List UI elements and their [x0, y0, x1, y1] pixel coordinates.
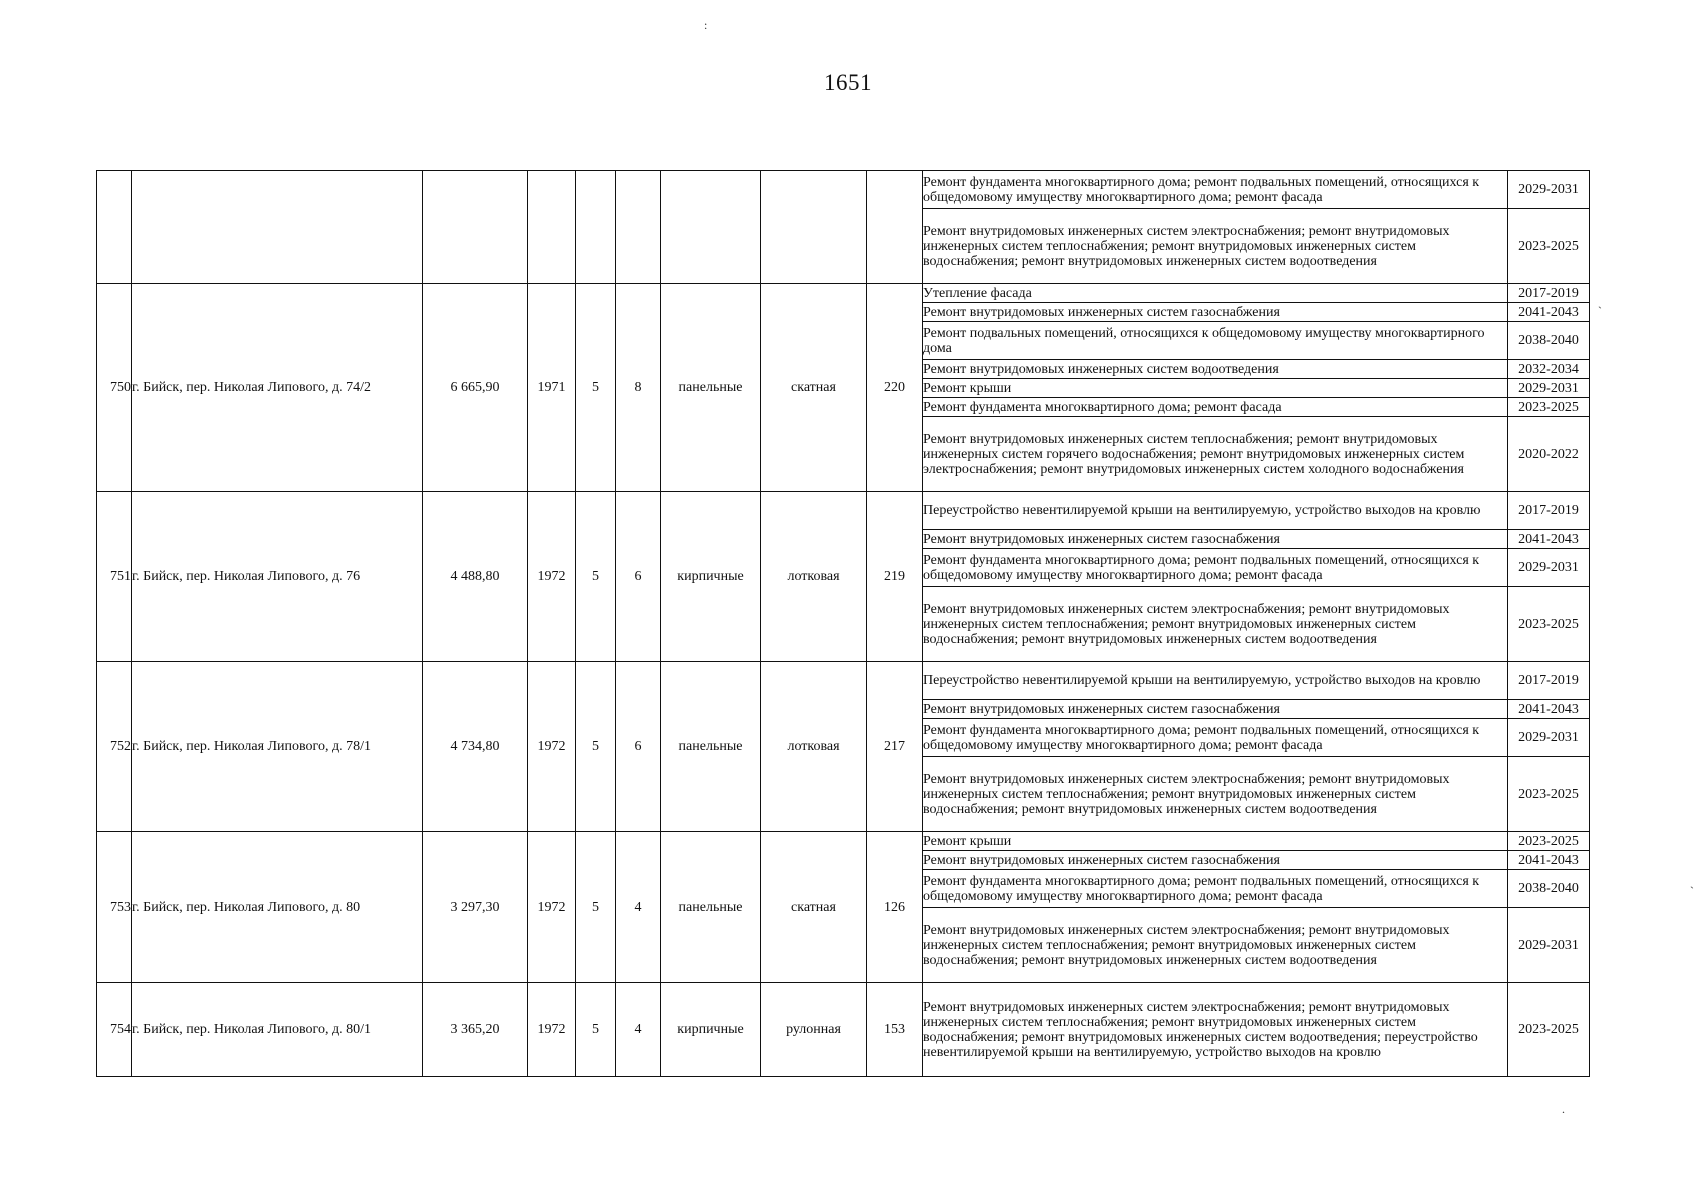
- repair-period-cell: 2029-2031: [1508, 379, 1590, 398]
- wall-material-cell: кирпичные: [661, 983, 761, 1077]
- repair-period-cell: 2041-2043: [1508, 303, 1590, 322]
- repair-work-cell: Ремонт фундамента многоквартирного дома; ремонт подвальных помещений, относящихся к общедомовому имуществу многоквартирного дома; ремонт фасада: [923, 549, 1508, 587]
- repair-work-cell: Ремонт внутридомовых инженерных систем электроснабжения; ремонт внутридомовых инженерных систем теплоснабжения; ремонт внутридомовых инженерных систем водоснабжения; ремонт внутридомовых инженерных систем водоотведения: [923, 757, 1508, 832]
- entrances-cell: 4: [616, 983, 661, 1077]
- repair-work-cell: Ремонт внутридомовых инженерных систем газоснабжения: [923, 303, 1508, 322]
- repair-work-cell: Ремонт внутридомовых инженерных систем теплоснабжения; ремонт внутридомовых инженерных систем горячего водоснабжения; ремонт внутридомовых инженерных систем электроснабжения; ремонт внутридомовых инженерных систем холодного водоснабжения: [923, 417, 1508, 492]
- year-cell: 1972: [528, 832, 576, 983]
- residents-cell: 220: [867, 284, 923, 492]
- table-row: [97, 171, 1590, 209]
- repair-work-cell: Ремонт фундамента многоквартирного дома; ремонт подвальных помещений, относящихся к общедомовому имуществу многоквартирного дома; ремонт фасада: [923, 171, 1508, 209]
- floors-cell: 5: [576, 832, 616, 983]
- floors-cell: 5: [576, 983, 616, 1077]
- roof-type-cell: [761, 171, 867, 284]
- year-cell: 1972: [528, 983, 576, 1077]
- wall-material-cell: панельные: [661, 284, 761, 492]
- repair-period-cell: 2029-2031: [1508, 171, 1590, 209]
- repair-work-cell: Утепление фасада: [923, 284, 1508, 303]
- table-row: [97, 983, 1590, 1077]
- repair-work-cell: Переустройство невентилируемой крыши на вентилируемую, устройство выходов на кровлю: [923, 662, 1508, 700]
- repair-period-cell: 2017-2019: [1508, 492, 1590, 530]
- year-cell: 1972: [528, 492, 576, 662]
- entrances-cell: 4: [616, 832, 661, 983]
- roof-type-cell: рулонная: [761, 983, 867, 1077]
- repair-work-cell: Ремонт внутридомовых инженерных систем электроснабжения; ремонт внутридомовых инженерных систем теплоснабжения; ремонт внутридомовых инженерных систем водоснабжения; ремонт внутридомовых инженерных систем водоотведения: [923, 908, 1508, 983]
- repair-period-cell: 2041-2043: [1508, 700, 1590, 719]
- repair-period-cell: 2038-2040: [1508, 870, 1590, 908]
- area-cell: 3 297,30: [423, 832, 528, 983]
- floors-cell: 5: [576, 492, 616, 662]
- wall-material-cell: [661, 171, 761, 284]
- address-cell: [132, 171, 423, 284]
- row-number: 750: [97, 284, 132, 492]
- row-number: 753: [97, 832, 132, 983]
- repair-period-cell: 2023-2025: [1508, 587, 1590, 662]
- area-cell: 6 665,90: [423, 284, 528, 492]
- repair-period-cell: 2023-2025: [1508, 832, 1590, 851]
- repair-period-cell: 2041-2043: [1508, 530, 1590, 549]
- address-cell: г. Бийск, пер. Николая Липового, д. 80/1: [132, 983, 423, 1077]
- entrances-cell: 8: [616, 284, 661, 492]
- area-cell: [423, 171, 528, 284]
- page-number: 1651: [824, 70, 872, 95]
- roof-type-cell: лотковая: [761, 492, 867, 662]
- floors-cell: 5: [576, 662, 616, 832]
- address-cell: г. Бийск, пер. Николая Липового, д. 78/1: [132, 662, 423, 832]
- residents-cell: 126: [867, 832, 923, 983]
- wall-material-cell: панельные: [661, 832, 761, 983]
- roof-type-cell: скатная: [761, 284, 867, 492]
- table-row: [97, 832, 1590, 851]
- repair-work-cell: Переустройство невентилируемой крыши на вентилируемую, устройство выходов на кровлю: [923, 492, 1508, 530]
- year-cell: [528, 171, 576, 284]
- table-row: [97, 492, 1590, 530]
- area-cell: 3 365,20: [423, 983, 528, 1077]
- repair-work-cell: Ремонт внутридомовых инженерных систем электроснабжения; ремонт внутридомовых инженерных систем теплоснабжения; ремонт внутридомовых инженерных систем водоснабжения; ремонт внутридомовых инженерных систем водоотведения: [923, 209, 1508, 284]
- row-number: [97, 171, 132, 284]
- wall-material-cell: панельные: [661, 662, 761, 832]
- repair-period-cell: 2038-2040: [1508, 322, 1590, 360]
- area-cell: 4 734,80: [423, 662, 528, 832]
- repair-period-cell: 2029-2031: [1508, 908, 1590, 983]
- address-cell: г. Бийск, пер. Николая Липового, д. 76: [132, 492, 423, 662]
- roof-type-cell: лотковая: [761, 662, 867, 832]
- repair-period-cell: 2017-2019: [1508, 284, 1590, 303]
- wall-material-cell: кирпичные: [661, 492, 761, 662]
- repair-work-cell: Ремонт крыши: [923, 832, 1508, 851]
- table-row: [97, 284, 1590, 303]
- scan-mark: .: [1562, 1102, 1565, 1116]
- repair-period-cell: 2020-2022: [1508, 417, 1590, 492]
- repair-work-cell: Ремонт внутридомовых инженерных систем газоснабжения: [923, 851, 1508, 870]
- repair-period-cell: 2029-2031: [1508, 549, 1590, 587]
- address-cell: г. Бийск, пер. Николая Липового, д. 74/2: [132, 284, 423, 492]
- year-cell: 1972: [528, 662, 576, 832]
- repair-work-cell: Ремонт внутридомовых инженерных систем электроснабжения; ремонт внутридомовых инженерных систем теплоснабжения; ремонт внутридомовых инженерных систем водоснабжения; ремонт внутридомовых инженерных систем водоотведения: [923, 587, 1508, 662]
- residents-cell: 219: [867, 492, 923, 662]
- scan-mark: `: [1690, 884, 1694, 898]
- repair-work-cell: Ремонт крыши: [923, 379, 1508, 398]
- repair-work-cell: Ремонт внутридомовых инженерных систем газоснабжения: [923, 530, 1508, 549]
- residents-cell: 153: [867, 983, 923, 1077]
- row-number: 752: [97, 662, 132, 832]
- repair-work-cell: Ремонт внутридомовых инженерных систем водоотведения: [923, 360, 1508, 379]
- repair-work-cell: Ремонт внутридомовых инженерных систем газоснабжения: [923, 700, 1508, 719]
- repair-period-cell: 2023-2025: [1508, 398, 1590, 417]
- repair-work-cell: Ремонт фундамента многоквартирного дома; ремонт подвальных помещений, относящихся к общедомовому имуществу многоквартирного дома; ремонт фасада: [923, 870, 1508, 908]
- scan-mark: `: [1598, 304, 1602, 318]
- residents-cell: [867, 171, 923, 284]
- repair-period-cell: 2032-2034: [1508, 360, 1590, 379]
- repair-work-cell: Ремонт фундамента многоквартирного дома; ремонт фасада: [923, 398, 1508, 417]
- repair-period-cell: 2023-2025: [1508, 757, 1590, 832]
- floors-cell: 5: [576, 284, 616, 492]
- row-number: 754: [97, 983, 132, 1077]
- area-cell: 4 488,80: [423, 492, 528, 662]
- residents-cell: 217: [867, 662, 923, 832]
- repair-work-cell: Ремонт фундамента многоквартирного дома; ремонт подвальных помещений, относящихся к общедомовому имуществу многоквартирного дома; ремонт фасада: [923, 719, 1508, 757]
- year-cell: 1971: [528, 284, 576, 492]
- roof-type-cell: скатная: [761, 832, 867, 983]
- repair-period-cell: 2017-2019: [1508, 662, 1590, 700]
- entrances-cell: [616, 171, 661, 284]
- scan-mark: :: [704, 18, 708, 32]
- repair-period-cell: 2029-2031: [1508, 719, 1590, 757]
- table-row: [97, 662, 1590, 700]
- address-cell: г. Бийск, пер. Николая Липового, д. 80: [132, 832, 423, 983]
- repair-work-cell: Ремонт подвальных помещений, относящихся к общедомовому имуществу многоквартирного дома: [923, 322, 1508, 360]
- repair-period-cell: 2023-2025: [1508, 209, 1590, 284]
- repair-period-cell: 2041-2043: [1508, 851, 1590, 870]
- entrances-cell: 6: [616, 492, 661, 662]
- housing-repair-table: [96, 170, 1590, 1077]
- repair-period-cell: 2023-2025: [1508, 983, 1590, 1077]
- row-number: 751: [97, 492, 132, 662]
- floors-cell: [576, 171, 616, 284]
- entrances-cell: 6: [616, 662, 661, 832]
- repair-work-cell: Ремонт внутридомовых инженерных систем электроснабжения; ремонт внутридомовых инженерных систем теплоснабжения; ремонт внутридомовых инженерных систем водоснабжения; ремонт внутридомовых инженерных систем водоотведения; переустройство невентилируемой крыши на вентилируемую, устройство выходов на кровлю: [923, 983, 1508, 1077]
